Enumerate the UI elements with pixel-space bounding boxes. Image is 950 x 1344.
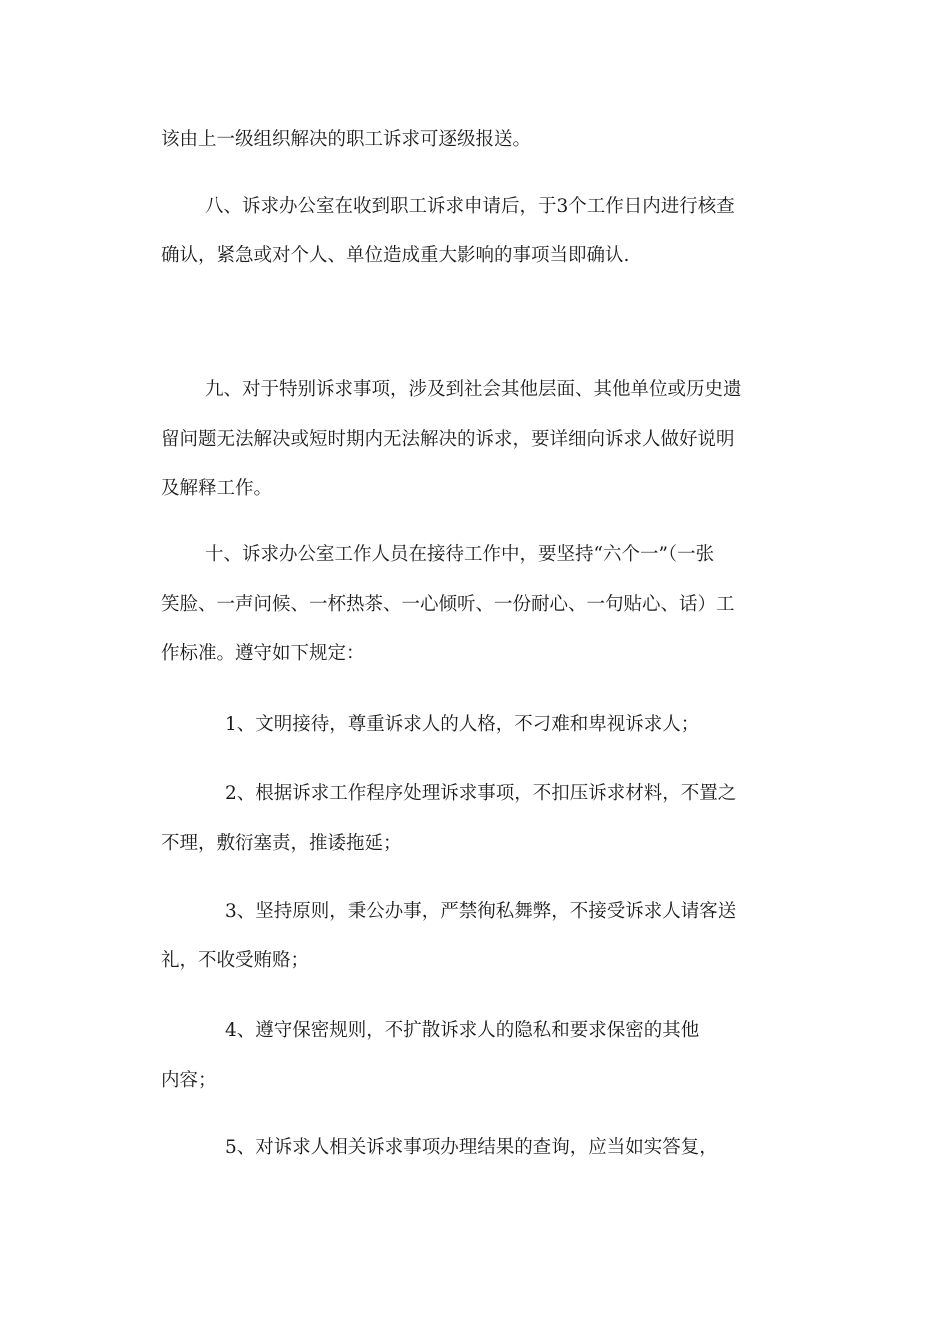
list-item-line: 3、坚持原则，秉公办事，严禁徇私舞弊，不接受诉求人请客送: [225, 901, 737, 922]
paragraph-line: 笑脸、一声问候、一杯热茶、一心倾听、一份耐心、一句贴心、话）工: [161, 594, 735, 615]
list-item-line: 2、根据诉求工作程序处理诉求事项，不扣压诉求材料，不置之: [225, 783, 737, 804]
list-item-line: 4、遵守保密规则，不扩散诉求人的隐私和要求保密的其他: [225, 1020, 700, 1041]
paragraph-line: 留问题无法解决或短时期内无法解决的诉求，要详细向诉求人做好说明: [161, 429, 735, 450]
paragraph-line: 确认，紧急或对个人、单位造成重大影响的事项当即确认.: [161, 245, 630, 266]
paragraph-line: 九、对于特别诉求事项，涉及到社会其他层面、其他单位或历史遗: [205, 379, 742, 400]
paragraph-line: 及解释工作。: [161, 478, 273, 499]
paragraph-line: 作标准。遵守如下规定：: [161, 643, 365, 664]
list-item-line: 内容；: [161, 1070, 217, 1091]
paragraph-line: 该由上一级组织解决的职工诉求可逐级报送。: [161, 129, 532, 150]
list-item-line: 1、文明接待，尊重诉求人的人格，不刁难和卑视诉求人；: [225, 714, 700, 735]
list-item-line: 不理，敷衍塞责，推诿拖延；: [161, 833, 402, 854]
list-item-line: 5、对诉求人相关诉求事项办理结果的查询，应当如实答复，: [225, 1137, 718, 1158]
paragraph-line: 十、诉求办公室工作人员在接待工作中，要坚持“六个一”（一张: [205, 544, 715, 565]
paragraph-line: 八、诉求办公室在收到职工诉求申请后，于3个工作日内进行核查: [205, 196, 735, 217]
list-item-line: 礼，不收受贿赂；: [161, 950, 310, 971]
